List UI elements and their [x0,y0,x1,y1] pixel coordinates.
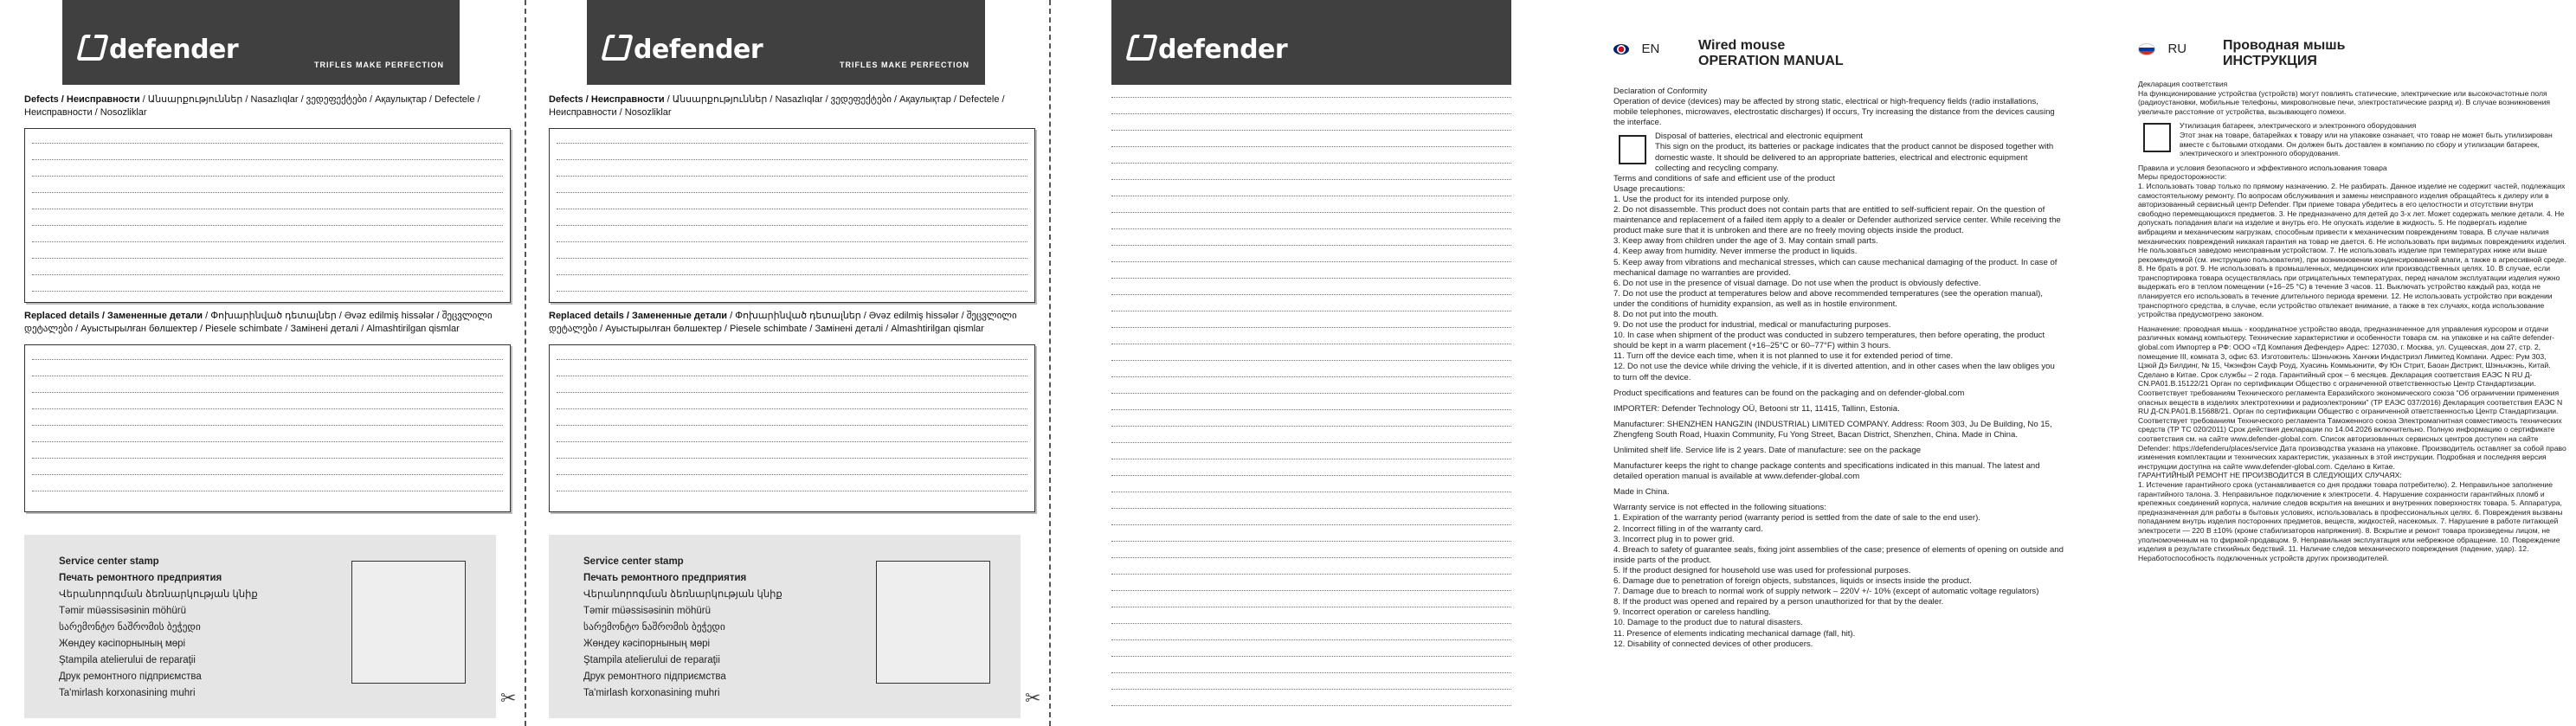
note-line [1111,491,1511,493]
ru-warranty: 1. Истечение гарантийного срока (устанавливается со дня продажи товара потребителю). 2. Неправильное заполнение гарантийного талона. 3. Неправильное подключение к электросети. 4. Нарушение сохранности гарантийных пломб и крепежных соединений корпуса, наличие следов вскрытия на внешних и внутренних поверхностях товара. 5. Аппаратура, предназначенная для работы в бытовых условиях, использовалась в профессиональных целях. 6. Повреждения вызваны попаданием внутрь изделия посторонних предметов, веществ, жидкостей, насекомых. 7. Нарушение в работе питающей электросети — 220 В ±10% (кроме стабилизаторов напряжения). 8. Вскрытие и ремонт товара произведены лицом, не уполномоченным на то фирмой-продавцом. 9. Неправильная эксплуатация или небрежное обращение. 10. Повреждение изделия в результате стихийных бедствий. 11. Наличие следов механического повреждения (падение, удар). 12. Неработоспособность подключенных устройств других производителей. [2138,479,2563,562]
writing-line [557,359,1027,361]
stamp-line: Վերանորոգման ձեռնարկության կնիք [59,589,258,600]
en-lang-code: EN [1641,42,1660,56]
stamp-line: Жөндеу кәсіпорнының мөрі [583,639,711,649]
en-warranty-title: Warranty service is not effected in the following situations: [1613,503,1826,513]
writing-line [557,376,1027,377]
stamp-line: Ştampila atelierului de reparaţii [59,655,196,665]
writing-line [32,258,503,260]
writing-line [32,474,503,476]
ru-terms: Правила и условия безопасного и эффективного использования товара [2138,163,2387,172]
note-line [1111,278,1511,279]
note-line [1111,426,1511,427]
stamp-line: Жөндеу кәсіпорнының мөрі [59,639,186,649]
writing-line [557,474,1027,476]
writing-line [557,241,1027,243]
stamp-line: Վերանորոգման ձեռնարկության կնիք [583,589,782,600]
writing-line [557,291,1027,292]
ru-warranty-title: ГАРАНТИЙНЫЙ РЕМОНТ НЕ ПРОИЗВОДИТСЯ В СЛЕДУЮЩИХ СЛУЧАЯХ: [2138,471,2402,480]
writing-line [557,258,1027,260]
ru-body [2138,80,2566,562]
writing-line [32,458,503,459]
uk-flag-icon [1613,44,1629,55]
manual-ru [2138,0,2571,726]
ru-title: Проводная мышь [2223,38,2346,53]
ru-flag-icon [2138,43,2155,55]
writing-line [32,159,503,161]
stamp-line: Ştampila atelierului de reparaţii [583,655,720,665]
writing-line [557,192,1027,194]
writing-line [32,209,503,210]
ru-declaration: Декларация соответствия [2138,80,2228,88]
note-line [1111,146,1511,148]
note-line [1111,557,1511,559]
en-warranty: 1. Expiration of the warranty period (warranty period is settled from the date of sale to the end user). 2. Incorrect filling in of the warranty card. 3. Incorrect plug in to power grid. 4. Breach to safety of guarantee seals, fixing joint assemblies of the case; presence of elements of opening on outside and inside parts of the product. 5. If the product designed for household use was used for professional purposes. 6. Damage due to penetration of foreign objects, substances, liquids or insects inside the product. 7. Damage due to breach to normal work of supply network – 220V +/- 10% (except of automatic voltage regulators) 8. If the product was opened and repaired by a person unauthorized for that by the dealer. 9. Incorrect operation or careless handling. 10. Damage to the product due to natural disasters. 11. Presence of elements indicating mechanical damage (fall, hit). 12. Disability of connected devices of other producers. [1613,513,2064,649]
note-line [1111,344,1511,345]
defender-mark-icon [601,35,633,61]
recycle-bin-icon [2143,123,2171,152]
stamp-line: სარემონტო ნაშრომის ბეჭედი [59,622,201,633]
en-subtitle: OPERATION MANUAL [1698,54,1844,68]
scissors-icon: ✂ [1025,688,1041,710]
note-line [1111,245,1511,247]
writing-line [32,359,503,361]
en-interference: Operation of device (devices) may be affected by strong static, electrical or high-frequency fields (radio installations, mobile telephones, microwaves, electrostatic discharges) If occurs, Try increasing the distance from the devices causing the interface. [1613,97,2055,128]
writing-line [32,225,503,227]
stamp-square [876,561,990,684]
writing-line [32,392,503,394]
defects-box [24,128,511,303]
en-disposal: This sign on the product, its batteries or package indicates that the product cannot be disposed together with domestic waste. It should be delivered to an appropriate batteries, electrical and electronic equipment collecting and recycling company. [1655,142,2054,173]
note-line [1111,574,1511,575]
stamp-line: Друк ремонтного підприємства [59,671,202,682]
writing-line [557,159,1027,161]
ru-disposal-title: Утилизация батареек, электрического и электронного оборудования [2180,121,2417,131]
stamp-line: Service center stamp [583,556,684,567]
stamp-line: Ta'mirlash korxonasining muhri [583,688,720,698]
writing-line [32,291,503,292]
service-stamp-area [549,535,1021,718]
note-line [1111,228,1511,230]
ru-interference: На функционирование устройства (устройств) могут повлиять статические, электрические или высокочастотные поля (радиоустановки, мобильные телефоны, микроволновые печи, электростатические разряд и). В случае возникновения увеличьте расстояние от устройства, вызывающего помехи. [2138,88,2551,116]
replaced-box [549,344,1035,512]
note-line [1111,442,1511,444]
en-title: Wired mouse [1698,38,1786,53]
brand-banner [1111,0,1511,85]
defects-box [549,128,1035,303]
writing-line [557,425,1027,427]
note-line [1111,393,1511,395]
note-line [1111,607,1511,608]
ru-subtitle: ИНСТРУКЦИЯ [2223,54,2317,68]
ru-purpose: Назначение: проводная мышь - координатное устройство ввода, предназначенное для управления курсором и отдачи различных команд компьютеру. Технические характеристики и особенности товара см. на упаковке и на сайте defender-global.com Импортер в РФ: ООО «ТД Компания Дефендер» Адрес: 127030, г. Москва, ул. Сущевская, дом 27, стр. 2, помещение III, комната 3, офис 63. Изготовитель: Шэньчжэнь Ханчжи Индастриэл Лимитед Компани. Адрес: Рум 303, Цзюй Дэ Билдинг, № 15, Чжэнфэн Сауф Роуд, Хуасинь Коммьюнити, Фу Юн Стрит, Баоан Дистрикт, Шэньчжэнь, Китай. Сделано в Китае. Срок службы – 2 года. Гарантийный срок – 6 месяцев. Декларация соответствия ЕАЭС N RU Д-CN.PA01.B.15122/21 Орган по сертификации Общество с ограниченной ответственностью Центр Стандартизации. Соответствует требованиям Технического регламента Евразийского экономического союза “Об ограничении применения опасных веществ в изделиях электротехники и радиоэлектроники” (ТР ЕАЭС 037/2016) Декларация соответствия ЕАЭС N RU Д-CN.PA01.B.15688/21. Орган по сертификации Общество с ограниченной ответственностью Центр Стандартизации. Соответствует требованиям Технического регламента Таможенного союза Электромагнитная совместимость технических средств (ТР ТС 020/2011) Срок действия декларации по 14.04.2026 включительно. Полную информацию о сертификате соответствия см. на сайте www.defender-global.com. Список авторизованных сервисных центров доступен на сайте Defender: https://defenderu/places/service Дата производства указана на упаковке. Производитель оставляет за собой право изменения комплектации и технических характеристик, указанных в этой инструкции. Подробная и последняя версия инструкции доступна на сайте www.defender-global.com. Сделано в Китае. [2138,324,2566,471]
en-precautions: 1. Use the product for its intended purpose only. 2. Do not disassemble. This product does not contain parts that are entitled to self-sufficient repair. On the question of maintenance and replacement of a failed item apply to a dealer or Defender authorized service center. While receiving the product make sure that it is unbroken and there are no freely moving objects inside the product. 3. Keep away from children under the age of 3. May contain small parts. 4. Keep away from humidity. Never immerse the product in liquids. 5. Keep away from vibrations and mechanical stresses, which can cause mechanical damaging of the product. In case of mechanical damage no warranties are provided. 6. Do not use in the presence of visual damage. Do not use when the product is obviously defective. 7. Do not use the product at temperatures below and above recommended temperatures (see the operation manual), under the conditions of humidity expansion, as well as in hostile environment. 8. Do not put into the mouth. 9. Do not use the product for industrial, medical or manufacturing purposes. 10. In case when shipment of the product was conducted in subzero temperatures, then before operating, the product should be kept in a warm placement (+16–25°C or 60–77°F) within 3 hours. 11. Turn off the device each time, when it is not planned to use it for extended period of time. 12. Do not use the device while driving the vehicle, if it is diverted attention, and in other cases when the law obliges you to turn off the device. [1613,194,2061,382]
ru-lang-code: RU [2167,42,2187,56]
writing-line [557,225,1027,227]
defender-mark-icon [1125,35,1157,61]
stamp-line: Təmir müəssisəsinin möhürü [583,606,711,616]
stamp-line: Печать ремонтного предприятия [583,573,747,583]
scissors-icon: ✂ [500,688,517,710]
writing-line [557,458,1027,459]
ru-disposal: Этот знак на товаре, батарейках к товару или на упаковке означает, что товар не может быть утилизирован вместе с бытовыми отходами. Он должен быть доставлен в компанию по сбору и утилизации батареек, электрического и электронного оборудования. [2180,130,2553,158]
writing-line [32,274,503,276]
tagline: TRIFLES MAKE PERFECTION [839,61,969,69]
note-line [1111,113,1511,115]
note-line [1111,541,1511,543]
note-line [1111,705,1511,707]
note-line [1111,623,1511,625]
note-line [1111,639,1511,641]
writing-line [557,209,1027,210]
en-body [1613,87,2064,650]
stamp-square [351,561,466,684]
note-line [1111,672,1511,674]
writing-line [32,425,503,427]
note-line [1111,130,1511,132]
writing-line [32,176,503,177]
writing-line [32,241,503,243]
ru-header [2138,38,2562,68]
note-line [1111,294,1511,296]
note-line [1111,689,1511,691]
stamp-line: Service center stamp [59,556,159,567]
defender-logo: defender [1129,35,1287,65]
stamp-line: Друк ремонтного підприємства [583,671,726,682]
writing-line [32,143,503,145]
stamp-line: სარემონტო ნაშრომის ბეჭედი [583,622,725,633]
writing-line [557,143,1027,145]
defender-logo: defender [604,35,763,65]
replaced-heading: Replaced details / Замененные детали / Փոխարինված դետալներ / Əvəz edilmiş hissələr / შეცვლილი დეტალები / Ауыстырылған бөлшектер / Piesele schimbate / Замінені деталі / Almashtirilgan qismlar [549,311,1017,334]
note-line [1111,97,1511,99]
defender-mark-icon [76,35,108,61]
defects-heading: Defects / Неисправности / Անսարքություններ / Nasazlıqlar / ვედეფექტები / Ақаулықтар / Defectele / Неисправности / Nosozliklar [24,94,480,118]
tagline: TRIFLES MAKE PERFECTION [313,61,444,69]
writing-line [32,376,503,377]
ru-usage: Меры предосторожности: [2138,172,2227,182]
stamp-line: Печать ремонтного предприятия [59,573,222,583]
en-disposal-title: Disposal of batteries, electrical and electronic equipment [1655,132,1863,142]
note-line [1111,261,1511,263]
en-made: Made in China. [1613,487,1670,498]
note-line [1111,196,1511,197]
writing-line [557,441,1027,443]
note-line [1111,409,1511,411]
brand-banner [587,0,985,85]
writing-line [557,408,1027,410]
writing-line [557,274,1027,276]
stamp-line: Təmir müəssisəsinin möhürü [59,606,186,616]
writing-line [32,408,503,410]
recycle-bin-icon [1619,135,1646,164]
note-line [1111,311,1511,312]
note-line [1111,163,1511,164]
warranty-page-2 [526,0,1049,726]
en-importer: IMPORTER: Defender Technology OÜ, Betooni str 11, 11415, Tallinn, Estonia. [1613,403,1900,414]
writing-line [557,176,1027,177]
en-spec: Product specifications and features can be found on the packaging and on defender-global.com [1613,388,1965,398]
writing-line [557,392,1027,394]
note-line [1111,508,1511,510]
defender-logo: defender [80,35,238,65]
writing-line [32,192,503,194]
en-header [1613,38,2064,68]
writing-line [557,491,1027,492]
stamp-line: Ta'mirlash korxonasining muhri [59,688,196,698]
note-line [1111,360,1511,362]
notes-page [1051,0,1570,726]
brand-banner [62,0,460,85]
note-line [1111,590,1511,592]
note-line [1111,524,1511,526]
note-line [1111,475,1511,477]
note-line [1111,376,1511,378]
en-terms: Terms and conditions of safe and efficient use of the product [1613,173,1835,183]
writing-line [32,441,503,443]
en-shelf: Unlimited shelf life. Service life is 2 years. Date of manufacture: see on the package [1613,446,1922,455]
en-manufacturer: Manufacturer: SHENZHEN HANGZIN (INDUSTRIAL) LIMITED COMPANY. Address: Room 303, Ju De Building, No 15, Zhengfeng South Road, Huaxin Community, Fu Yong Street, Bacan District, Shenzhen, China. Made in China. [1613,419,2052,440]
writing-line [32,491,503,492]
en-usage: Usage precautions: [1613,183,1685,194]
en-rights: Manufacturer keeps the right to change package contents and specifications indicated in this manual. The latest and detailed operation manual is available at www.defender-global.com [1613,461,2040,482]
replaced-box [24,344,511,512]
note-line [1111,179,1511,181]
note-line [1111,327,1511,329]
note-line [1111,656,1511,658]
en-declaration: Declaration of Conformity [1613,87,1708,96]
replaced-heading: Replaced details / Замененные детали / Փոխարինված դետալներ / Əvəz edilmiş hissələr / შეცვლილი დეტალები / Ауыстырылған бөлшектер / Piesele schimbate / Замінені деталі / Almashtirilgan qismlar [24,311,493,334]
service-stamp-area [24,535,496,718]
note-line [1111,459,1511,460]
ru-precautions: 1. Использовать товар только по прямому назначению. 2. Не разбирать. Данное изделие не содержит частей, подлежащих самостоятельному ремонту. По вопросам обслуживания и замены неисправного изделия обращайтесь к дилеру или в авторизованный сервисный центр Defender. При приеме товара убедитесь в его целостности и отсутствии внутри свободно перемещающихся предметов. 3. Не предназначено для детей до 3-х лет. Может содержать мелкие детали. 4. Не допускать попадания влаги на изделие и внутрь его. Не опускать изделие в жидкость. 5. Не подвергать изделие вибрациям и механическим нагрузкам, способным привести к механическим повреждениям товара. В случае наличия механических повреждений никакая гарантия на товар не дается. 6. Не использовать при видимых повреждениях изделия. Не пользоваться заведомо неисправным устройством. 7. Не использовать изделие при температурах ниже или выше рекомендуемой (см. инструкцию пользователя), при возникновении конденсированной влаги, а также в агрессивной среде. 8. Не брать в рот. 9. Не использовать в промышленных, медицинских или производственных целях. 10. В случае, если транспортировка товара осуществлялась при отрицательных температурах, перед началом эксплуатации изделия нужно выдержать его в теплом помещении (+16–25 °C) в течение 3 часов. 11. Выключать устройство каждый раз, когда не планируется его использовать в течение длительного периода времени. 12. Не использовать устройство при вождении транспортного средства, в случае, если устройство отвлекает внимание, а также в тех случаях, когда использование устройства предусмотрено законом. [2138,181,2566,319]
note-line [1111,212,1511,214]
warranty-page-1 [0,0,525,726]
manual-en [1613,0,2072,726]
defects-heading: Defects / Неисправности / Անսարքություններ / Nasazlıqlar / ვედეფექტები / Ақаулықтар / Defectele / Неисправности / Nosozliklar [549,94,1005,118]
